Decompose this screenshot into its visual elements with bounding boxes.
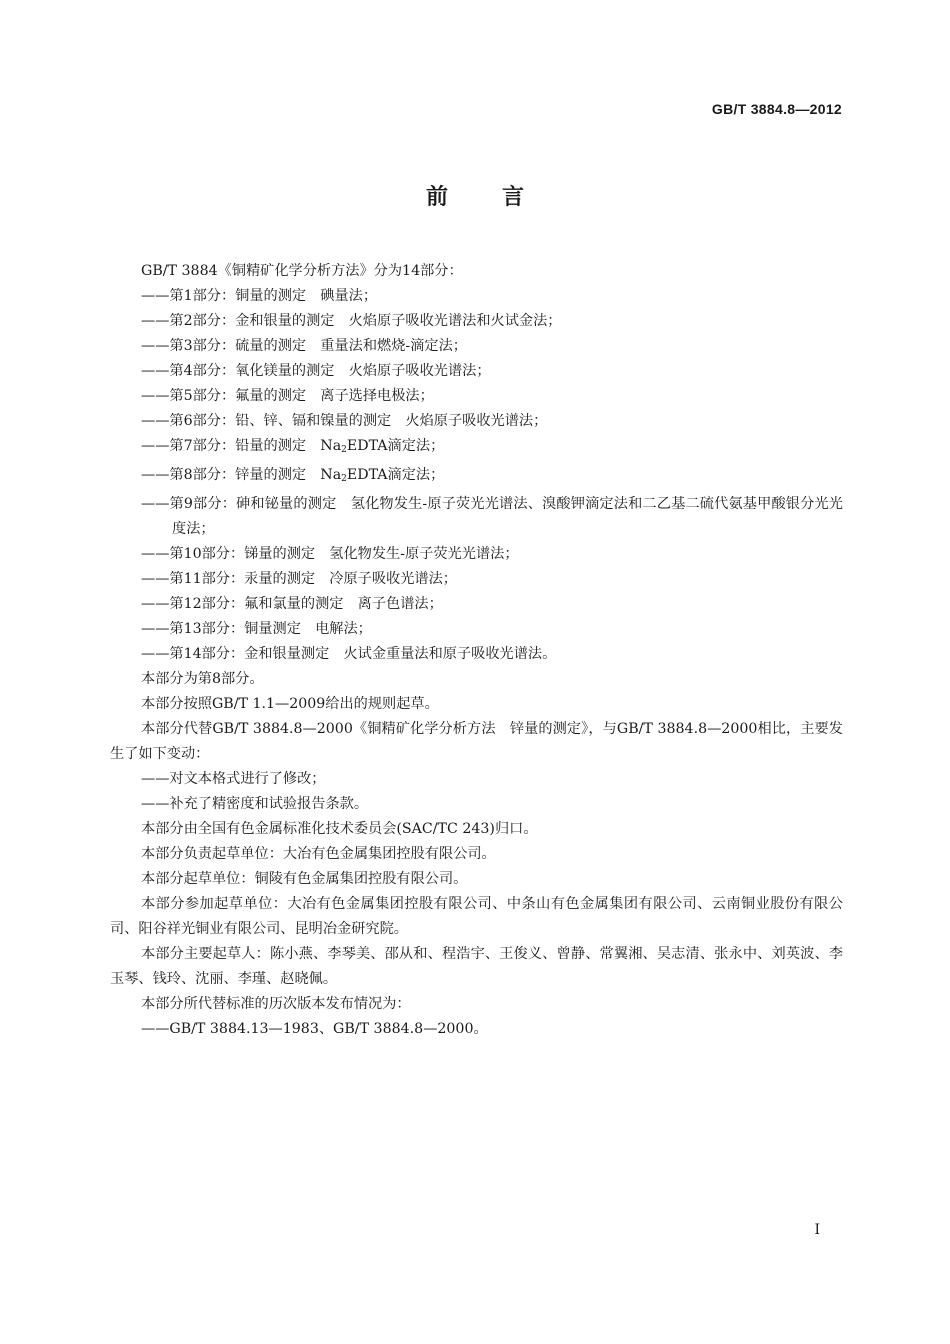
method-suffix: EDTA滴定法； [346, 467, 445, 483]
document-body [110, 259, 843, 1042]
part-item-label: ——第8部分：锌量的测定 [141, 467, 321, 483]
page-number: I [814, 1222, 820, 1238]
drafting-unit-paragraph: 本部分起草单位：铜陵有色金属集团控股有限公司。 [141, 871, 468, 887]
method-suffix: EDTA滴定法； [346, 438, 445, 454]
part-item: ——第12部分：氟和氯量的测定 离子色谱法； [141, 596, 443, 612]
history-intro-paragraph: 本部分所代替标准的历次版本发布情况为： [141, 996, 411, 1012]
part-item: ——第4部分：氧化镁量的测定 火焰原子吸收光谱法； [141, 363, 491, 379]
standard-code: GB/T 3884.8—2012 [711, 101, 842, 117]
part-item: ——第5部分：氟量的测定 离子选择电极法； [141, 388, 434, 404]
intro-paragraph: GB/T 3884《铜精矿化学分析方法》分为14部分： [141, 263, 463, 279]
part-item-label: ——第7部分：铅量的测定 [141, 438, 321, 454]
chemical-na: Na [320, 467, 342, 483]
chemical-subscript: 2 [341, 445, 347, 455]
part-item: ——第13部分：铜量测定 电解法； [141, 621, 372, 637]
part-item [110, 434, 843, 463]
chemical-na: Na [320, 438, 342, 454]
history-item: ——GB/T 3884.13—1983、GB/T 3884.8—2000。 [141, 1021, 488, 1037]
part-item: ——第2部分：金和银量的测定 火焰原子吸收光谱法和火试金法； [141, 313, 562, 329]
part-item: ——第10部分：锑量的测定 氢化物发生-原子荧光光谱法； [141, 546, 519, 562]
responsible-unit-paragraph: 本部分负责起草单位：大冶有色金属集团控股有限公司。 [141, 846, 496, 862]
drafters-paragraph: 本部分主要起草人：陈小燕、李琴美、邵从和、程浩宇、王俊义、曾静、常翼湘、吴志清、张永中、刘英波、李玉琴、钱玲、沈丽、李瑾、赵晓佩。 [110, 946, 843, 987]
change-item: ——补充了精密度和试验报告条款。 [141, 796, 369, 812]
participating-units-paragraph: 本部分参加起草单位：大冶有色金属集团控股有限公司、中条山有色金属集团有限公司、云南铜业股份有限公司、阳谷祥光铜业有限公司、昆明冶金研究院。 [110, 896, 843, 937]
part-item: ——第11部分：汞量的测定 冷原子吸收光谱法； [141, 571, 457, 587]
change-item: ——对文本格式进行了修改； [141, 771, 326, 787]
page-title: 前言 [425, 185, 578, 210]
part-item: ——第9部分：砷和铋量的测定 氢化物发生-原子荧光光谱法、溴酸钾滴定法和二乙基二硫代氨基甲酸银分光光度法； [141, 496, 843, 537]
part-item [110, 463, 843, 492]
chemical-subscript: 2 [341, 474, 347, 484]
part-item: ——第14部分：金和银量测定 火试金重量法和原子吸收光谱法。 [141, 646, 557, 662]
proposed-by-paragraph: 本部分由全国有色金属标准化技术委员会(SAC/TC 243)归口。 [141, 821, 538, 837]
drafting-rule-paragraph: 本部分按照GB/T 1.1—2009给出的规则起草。 [141, 696, 439, 712]
part-item: ——第1部分：铜量的测定 碘量法； [141, 288, 378, 304]
part-item: ——第6部分：铅、锌、镉和镍量的测定 火焰原子吸收光谱法； [141, 413, 548, 429]
replaces-paragraph: 本部分代替GB/T 3884.8—2000《铜精矿化学分析方法 锌量的测定》，与GB/T 3884.8—2000相比，主要发生了如下变动： [110, 721, 843, 762]
this-part-paragraph: 本部分为第8部分。 [141, 671, 264, 687]
part-item: ——第3部分：硫量的测定 重量法和燃烧-滴定法； [141, 338, 467, 354]
